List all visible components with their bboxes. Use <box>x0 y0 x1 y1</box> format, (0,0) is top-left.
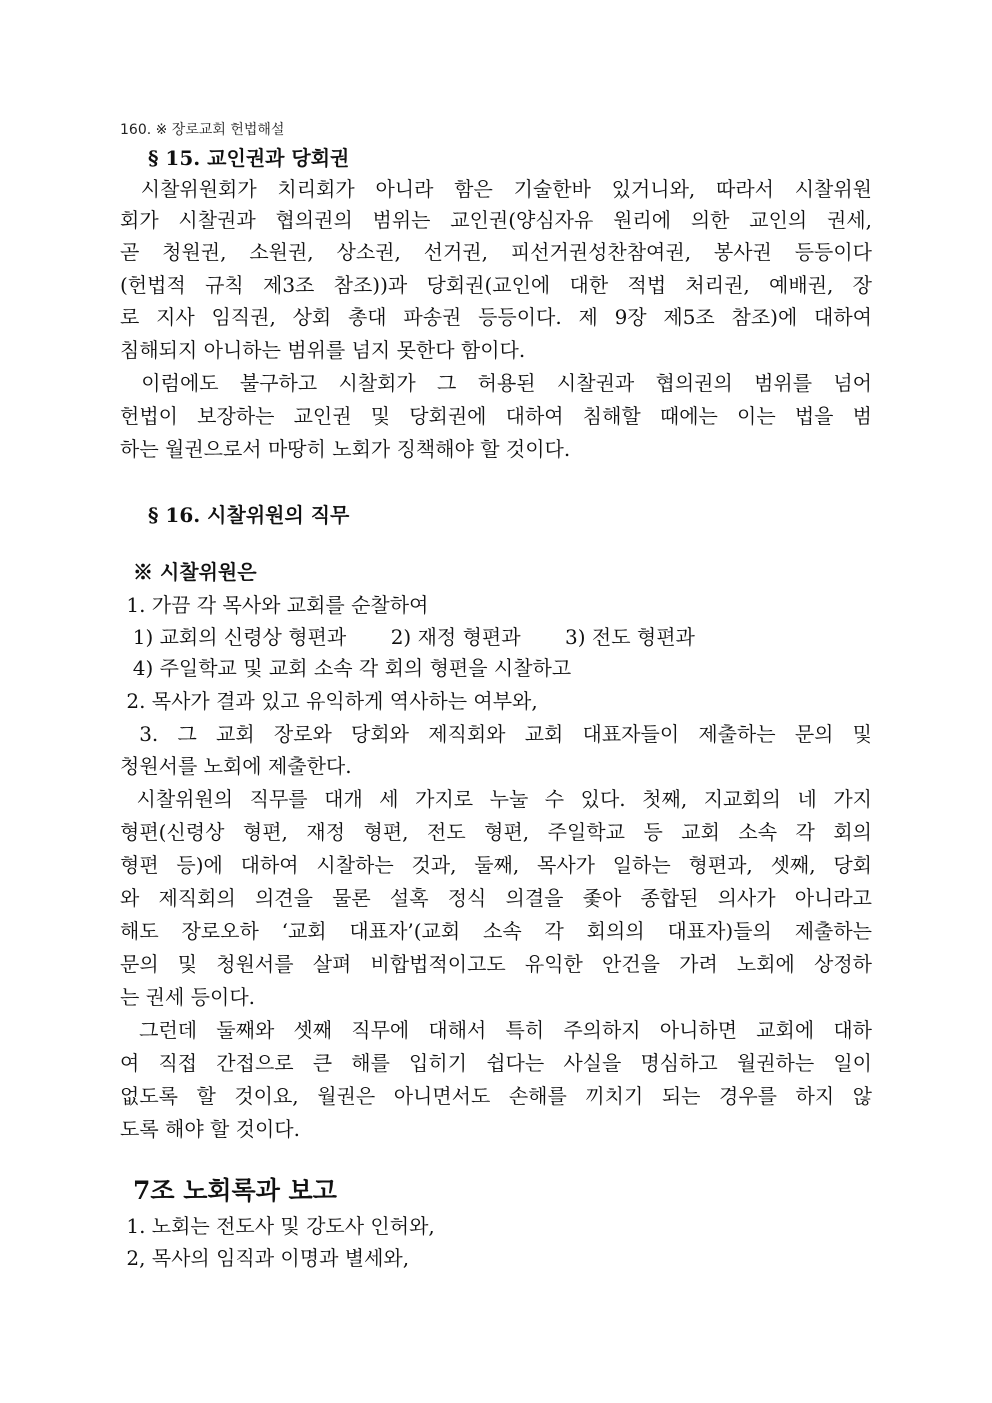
section-16-line: 시찰위원의 직무를 대개 세 가지로 누눌 수 있다. 첫째, 지교회의 네 가지 <box>120 787 872 811</box>
section-15-line: 헌법이 보장하는 교인권 및 당회권에 대하여 침해할 때에는 이는 법을 범 <box>120 404 872 428</box>
article-7-heading: 7조 노회록과 보고 <box>133 1176 337 1205</box>
section-16-line: 4) 주일학교 및 교회 소속 각 회의 형편을 시찰하고 <box>120 656 572 680</box>
section-15-line: (헌법적 규칙 제3조 참조))과 당회권(교인에 대한 적법 처리권, 예배권, 장 <box>120 273 872 297</box>
section-16-line: 형편 등)에 대하여 시찰하는 것과, 둘째, 목사가 일하는 형편과, 셋째, 당회 <box>120 853 872 877</box>
section-16-line: 1. 가끔 각 목사와 교회를 순찰하여 <box>120 593 429 617</box>
section-16-heading: § 16. 시찰위원의 직무 <box>148 503 350 527</box>
section-16-line: 도록 해야 할 것이다. <box>120 1117 300 1141</box>
section-16-line: 와 제직회의 의견을 물론 설혹 정식 의결을 좇아 종합된 의사가 아니라고 <box>120 886 872 910</box>
section-16-line: 2. 목사가 결과 있고 유익하게 역사하는 여부와, <box>120 689 538 713</box>
section-15-line: 시찰위원회가 치리회가 아니라 함은 기술한바 있거니와, 따라서 시찰위원 <box>120 177 872 201</box>
section-15-heading: § 15. 교인권과 당회권 <box>148 146 350 170</box>
section-15-line: 회가 시찰권과 협의권의 범위는 교인권(양심자유 원리에 의한 교인의 권세, <box>120 208 872 232</box>
section-15-line: 침해되지 아니하는 범위를 넘지 못한다 함이다. <box>120 338 526 362</box>
section-16-line: 여 직접 간접으로 큰 해를 입히기 쉽다는 사실을 명심하고 월권하는 일이 <box>120 1051 872 1075</box>
section-16-line: 는 권세 등이다. <box>120 985 255 1009</box>
section-15-line: 로 지사 임직권, 상회 총대 파송권 등등이다. 제 9장 제5조 참조)에 대하여 <box>120 305 872 329</box>
section-16-subheading: ※ 시찰위원은 <box>133 560 257 584</box>
section-15-line: 곧 청원권, 소원권, 상소권, 선거권, 피선거권성찬참여권, 봉사권 등등이다 <box>120 240 872 264</box>
section-16-line: 형편(신령상 형편, 재정 형편, 전도 형편, 주일학교 등 교회 소속 각 회의 <box>120 820 872 844</box>
section-16-line: 문의 및 청원서를 살펴 비합법적이고도 유익한 안건을 가려 노회에 상정하 <box>120 952 872 976</box>
article-7-line: 1. 노회는 전도사 및 강도사 인허와, <box>120 1214 435 1238</box>
article-7-line: 2, 목사의 임직과 이명과 별세와, <box>120 1246 410 1270</box>
section-16-line: 해도 장로오하 ‘교회 대표자’(교회 소속 각 회의의 대표자)들의 제출하는 <box>120 919 872 943</box>
section-15-line: 이럼에도 불구하고 시찰회가 그 허용된 시찰권과 협의권의 범위를 넘어 <box>120 371 872 395</box>
section-16-line: 1) 교회의 신령상 형편과 2) 재정 형편과 3) 전도 형편과 <box>120 625 695 649</box>
running-head: 160. ※ 장로교회 헌법해설 <box>120 122 285 138</box>
section-16-line: 없도록 할 것이요, 월권은 아니면서도 손해를 끼치기 되는 경우를 하지 않 <box>120 1084 872 1108</box>
section-16-line: 그런데 둘째와 셋째 직무에 대해서 특히 주의하지 아니하면 교회에 대하 <box>120 1018 872 1042</box>
section-16-line: 3. 그 교회 장로와 당회와 제직회와 교회 대표자들이 제출하는 문의 및 <box>120 722 872 746</box>
section-15-line: 하는 월권으로서 마땅히 노회가 징책해야 할 것이다. <box>120 437 571 461</box>
section-16-line: 청원서를 노회에 제출한다. <box>120 754 352 778</box>
